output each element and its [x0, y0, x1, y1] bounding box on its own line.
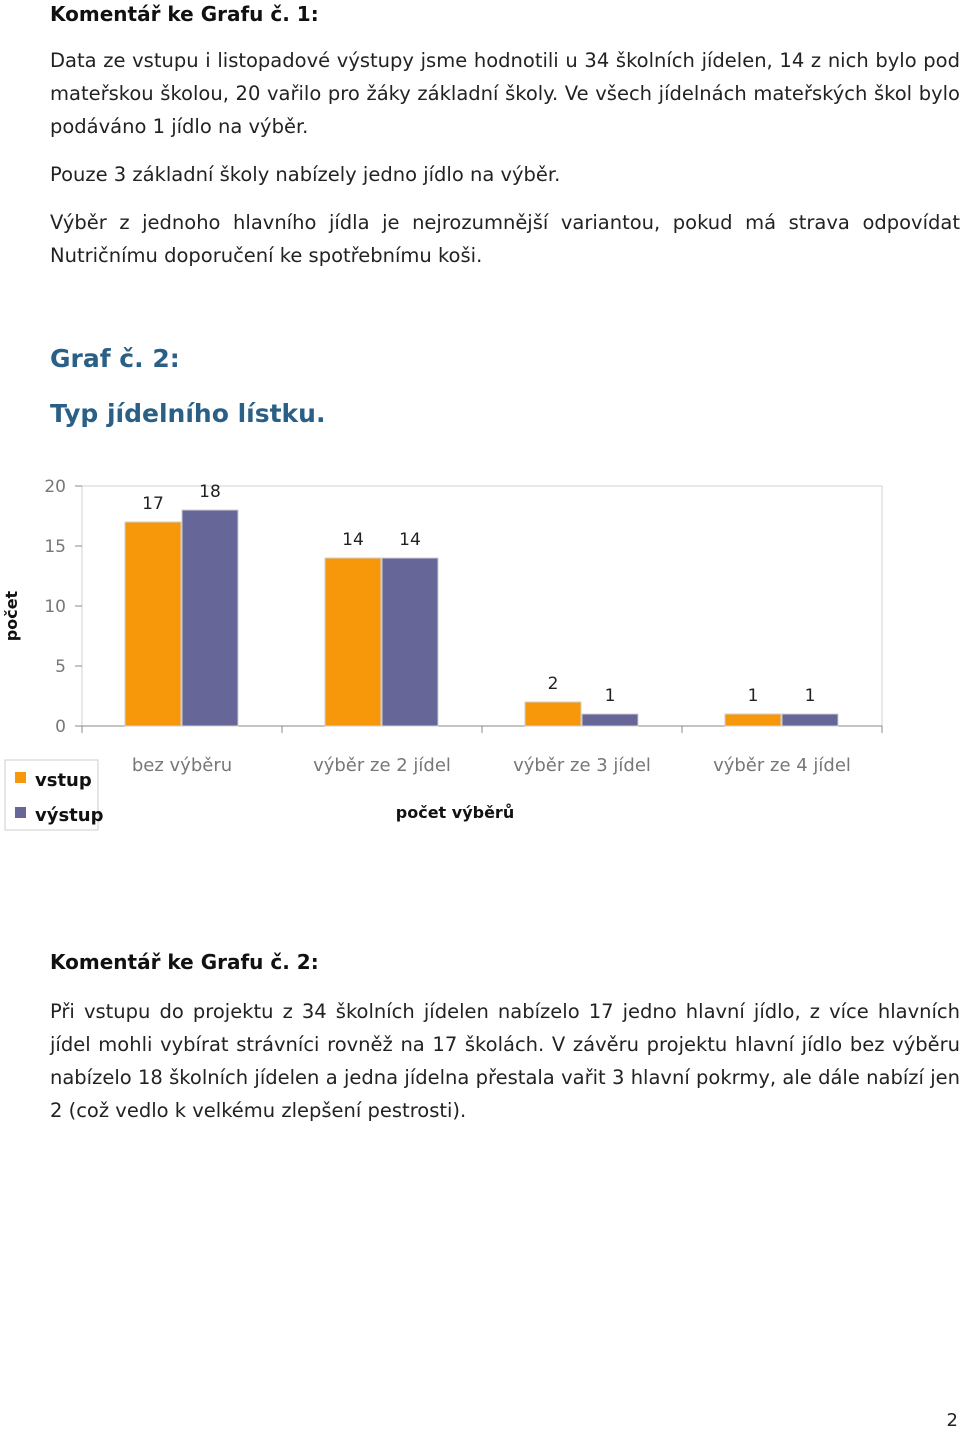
comment1-paragraph-3: Výběr z jednoho hlavního jídla je nejrozumnější variantou, pokud má strava odpovídat Nutričnímu doporučení ke spotřebnímu koši.: [50, 211, 960, 267]
bar-výstup-2: [582, 714, 638, 726]
page-number: 2: [946, 1410, 958, 1431]
bar-value-label: 14: [342, 530, 364, 550]
y-axis: [44, 477, 82, 737]
y-tick-label: 20: [44, 477, 66, 497]
comment2-paragraph-1: Při vstupu do projektu z 34 školních jídelen nabízelo 17 jedno hlavní jídlo, z více hlavních jídel mohli vybírat strávníci rovněž na 17 školách. V závěru projektu hlavní jídlo bez výběru nabízelo 18 školních jídelen a jedna jídelna přestala vařit 3 hlavní pokrmy, ale dále nabízí jen 2 (což vedlo k velkému zlepšení pestrosti).: [50, 1000, 960, 1122]
comment1-heading: Komentář ke Grafu č. 1:: [50, 2, 319, 26]
y-axis-title: počet: [2, 590, 21, 642]
y-tick-label: 5: [55, 657, 66, 677]
bar-value-label: 2: [547, 674, 559, 694]
bar-výstup-1: [382, 558, 438, 726]
legend: [5, 760, 104, 830]
legend-swatch-vstup: [15, 772, 26, 783]
comment1-paragraph-1: Data ze vstupu i listopadové výstupy jsme hodnotili u 34 školních jídelen, 14 z nich bylo pod mateřskou školou, 20 vařilo pro žáky základní školy. Ve všech jídelnách mateřských škol bylo podáváno 1 jídlo na výběr.: [50, 49, 960, 138]
bar-výstup-0: [182, 510, 238, 726]
graph2-number: Graf č. 2:: [50, 344, 180, 373]
bar-value-label: 1: [804, 686, 816, 706]
bar-value-label: 1: [747, 686, 759, 706]
graph2-title: Typ jídelního lístku.: [50, 399, 326, 428]
y-tick-label: 15: [44, 537, 66, 557]
x-category-label: bez výběru: [131, 755, 233, 776]
bar-value-label: 18: [199, 482, 221, 502]
comment2-heading: Komentář ke Grafu č. 2:: [50, 950, 319, 974]
bar-vstup-2: [525, 702, 581, 726]
x-category-label: výběr ze 4 jídel: [713, 755, 851, 776]
y-tick-label: 0: [55, 717, 66, 737]
x-category-label: výběr ze 2 jídel: [313, 755, 451, 776]
legend-label-vstup: vstup: [35, 770, 92, 791]
bar-value-label: 14: [399, 530, 421, 550]
x-category-label: výběr ze 3 jídel: [513, 755, 651, 776]
bar-vstup-0: [125, 522, 181, 726]
bar-vstup-1: [325, 558, 381, 726]
bar-value-label: 17: [142, 494, 164, 514]
y-tick-label: 10: [44, 597, 66, 617]
bar-value-label: 1: [604, 686, 616, 706]
x-axis: [82, 726, 882, 776]
comment1-paragraph-2: Pouze 3 základní školy nabízely jedno jídlo na výběr.: [50, 163, 561, 186]
bar-výstup-3: [782, 714, 838, 726]
bar-chart: [0, 470, 960, 840]
x-axis-title: počet výběrů: [395, 803, 515, 822]
bar-vstup-3: [725, 714, 781, 726]
legend-swatch-vystup: [15, 807, 26, 818]
legend-label-vystup: výstup: [35, 805, 104, 826]
